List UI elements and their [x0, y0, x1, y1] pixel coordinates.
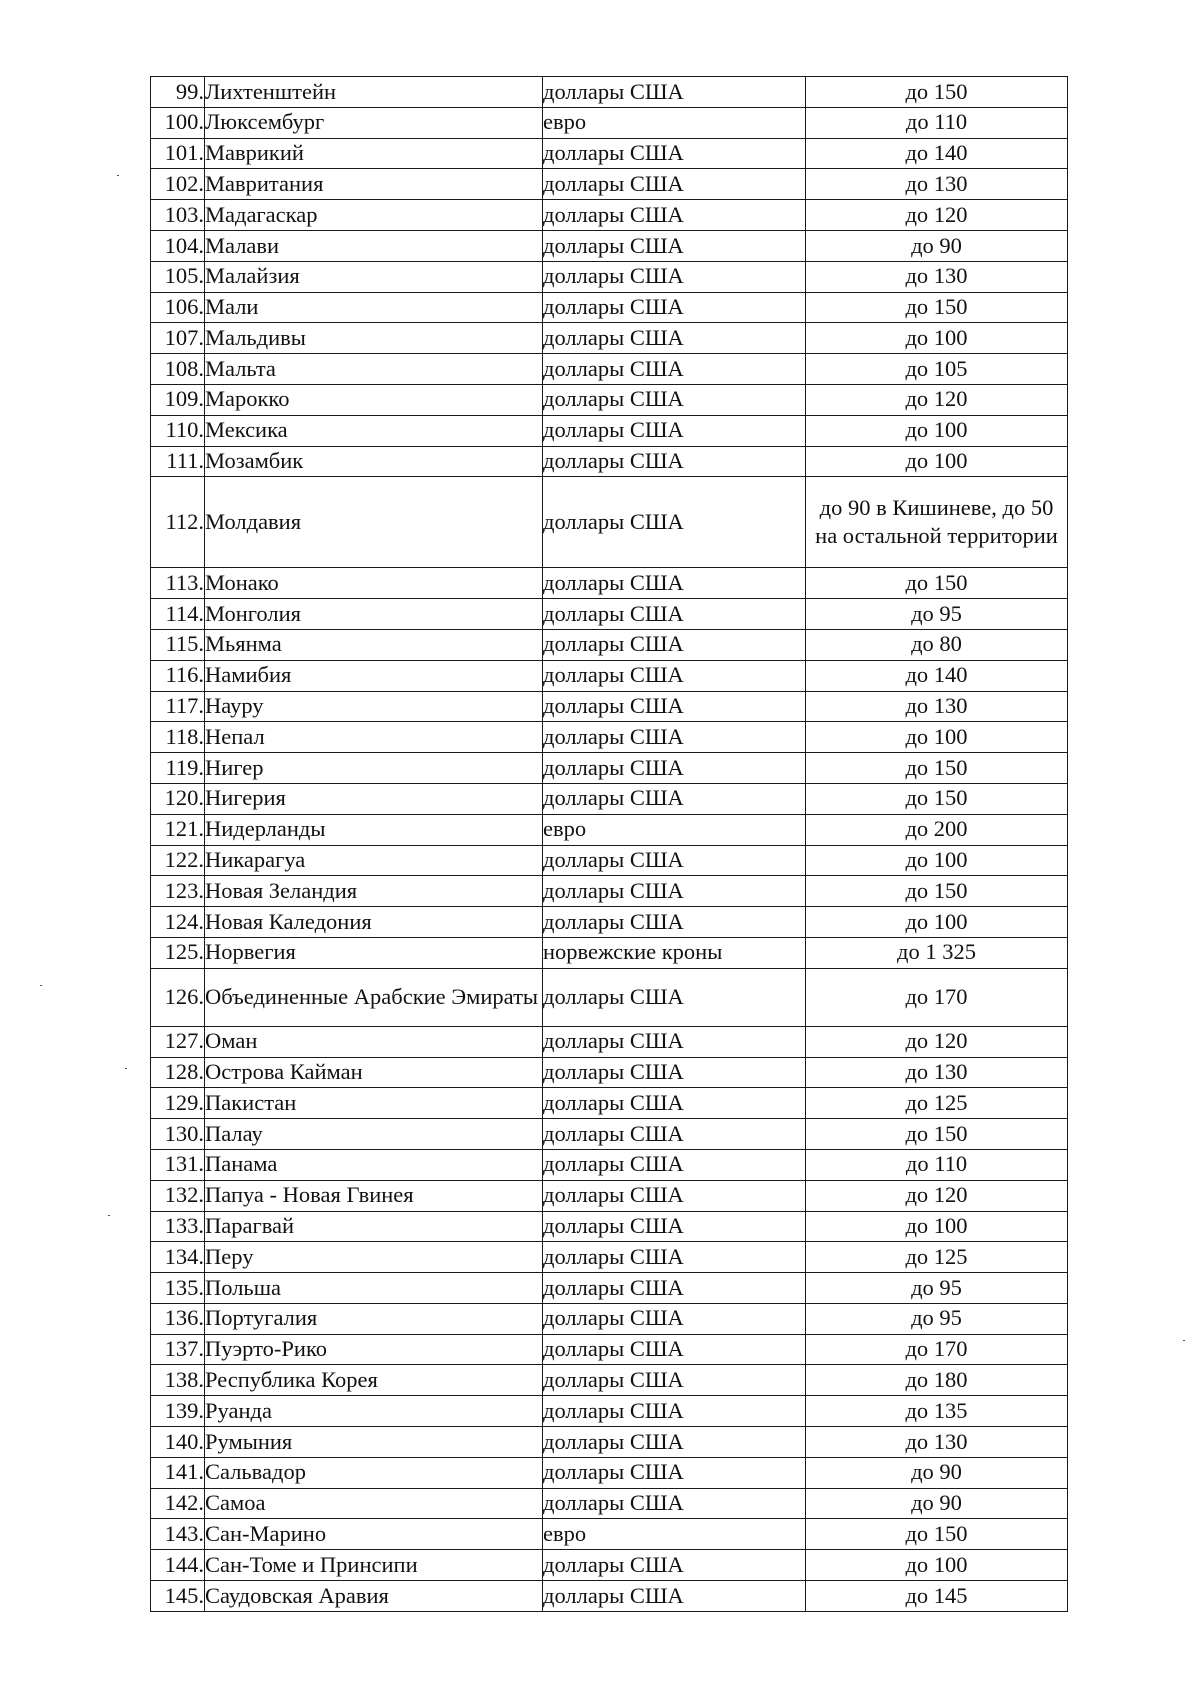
cell-currency: доллары США [543, 77, 806, 108]
cell-currency: доллары США [543, 384, 806, 415]
cell-currency: доллары США [543, 1457, 806, 1488]
cell-currency: доллары США [543, 1211, 806, 1242]
cell-limit: до 80 [806, 629, 1068, 660]
cell-currency: доллары США [543, 1273, 806, 1304]
table-row [151, 384, 1068, 415]
cell-country: Маврикий [205, 138, 543, 169]
table-row [151, 937, 1068, 968]
cell-country: Молдавия [205, 477, 543, 568]
cell-currency: доллары США [543, 1303, 806, 1334]
cell-limit: до 145 [806, 1581, 1068, 1612]
cell-num: 109. [151, 384, 205, 415]
cell-currency: доллары США [543, 1396, 806, 1427]
cell-currency: доллары США [543, 1365, 806, 1396]
table-row [151, 722, 1068, 753]
cell-currency: доллары США [543, 783, 806, 814]
cell-country: Мальдивы [205, 323, 543, 354]
cell-country: Пуэрто-Рико [205, 1334, 543, 1365]
cell-limit: до 120 [806, 384, 1068, 415]
cell-num: 133. [151, 1211, 205, 1242]
cell-country: Монако [205, 568, 543, 599]
table-row [151, 1427, 1068, 1458]
cell-num: 134. [151, 1242, 205, 1273]
cell-num: 145. [151, 1581, 205, 1612]
cell-country: Мьянма [205, 629, 543, 660]
cell-currency: доллары США [543, 477, 806, 568]
cell-country: Португалия [205, 1303, 543, 1334]
cell-num: 100. [151, 107, 205, 138]
cell-limit: до 100 [806, 1550, 1068, 1581]
cell-limit: до 105 [806, 354, 1068, 385]
cell-num: 130. [151, 1119, 205, 1150]
cell-num: 126. [151, 968, 205, 1026]
table-row [151, 292, 1068, 323]
cell-currency: доллары США [543, 660, 806, 691]
cell-num: 142. [151, 1488, 205, 1519]
table-row [151, 1119, 1068, 1150]
cell-country: Острова Кайман [205, 1057, 543, 1088]
cell-currency: доллары США [543, 323, 806, 354]
table-row [151, 323, 1068, 354]
cell-num: 144. [151, 1550, 205, 1581]
cell-limit: до 125 [806, 1088, 1068, 1119]
cell-currency: доллары США [543, 200, 806, 231]
cell-currency: доллары США [543, 230, 806, 261]
cell-num: 136. [151, 1303, 205, 1334]
cell-country: Папуа - Новая Гвинея [205, 1180, 543, 1211]
table-row [151, 691, 1068, 722]
cell-limit: до 135 [806, 1396, 1068, 1427]
table-row [151, 1211, 1068, 1242]
cell-num: 140. [151, 1427, 205, 1458]
table-row [151, 230, 1068, 261]
cell-limit: до 150 [806, 876, 1068, 907]
table-row [151, 1581, 1068, 1612]
cell-country: Румыния [205, 1427, 543, 1458]
table-row [151, 138, 1068, 169]
table-row [151, 1334, 1068, 1365]
cell-num: 108. [151, 354, 205, 385]
table-row [151, 1303, 1068, 1334]
cell-limit: до 100 [806, 446, 1068, 477]
table-row [151, 261, 1068, 292]
cell-limit: до 110 [806, 1149, 1068, 1180]
cell-num: 110. [151, 415, 205, 446]
cell-num: 103. [151, 200, 205, 231]
cell-currency: доллары США [543, 1550, 806, 1581]
cell-country: Непал [205, 722, 543, 753]
cell-country: Мексика [205, 415, 543, 446]
cell-limit: до 150 [806, 292, 1068, 323]
cell-limit: до 100 [806, 907, 1068, 938]
table-row [151, 415, 1068, 446]
table-row [151, 1180, 1068, 1211]
cell-currency: доллары США [543, 1242, 806, 1273]
scan-speck [1183, 1340, 1185, 1341]
scan-speck [125, 1068, 127, 1069]
cell-country: Никарагуа [205, 845, 543, 876]
cell-limit: до 90 [806, 230, 1068, 261]
table-row [151, 1242, 1068, 1273]
norms-table-body [151, 77, 1068, 1612]
cell-num: 105. [151, 261, 205, 292]
cell-limit: до 120 [806, 1026, 1068, 1057]
table-row [151, 354, 1068, 385]
cell-limit: до 130 [806, 169, 1068, 200]
cell-currency: доллары США [543, 415, 806, 446]
cell-limit: до 110 [806, 107, 1068, 138]
cell-num: 112. [151, 477, 205, 568]
cell-limit: до 150 [806, 1519, 1068, 1550]
cell-limit: до 130 [806, 1427, 1068, 1458]
cell-currency: доллары США [543, 1119, 806, 1150]
table-row [151, 1488, 1068, 1519]
cell-currency: доллары США [543, 446, 806, 477]
cell-limit: до 150 [806, 77, 1068, 108]
cell-country: Самоа [205, 1488, 543, 1519]
cell-limit: до 200 [806, 814, 1068, 845]
cell-country: Руанда [205, 1396, 543, 1427]
cell-currency: евро [543, 107, 806, 138]
cell-country: Перу [205, 1242, 543, 1273]
cell-country: Республика Корея [205, 1365, 543, 1396]
cell-num: 117. [151, 691, 205, 722]
cell-num: 123. [151, 876, 205, 907]
cell-num: 99. [151, 77, 205, 108]
cell-limit: до 95 [806, 599, 1068, 630]
cell-currency: доллары США [543, 354, 806, 385]
cell-limit: до 150 [806, 1119, 1068, 1150]
table-row [151, 968, 1068, 1026]
table-row [151, 1365, 1068, 1396]
cell-num: 143. [151, 1519, 205, 1550]
cell-num: 120. [151, 783, 205, 814]
cell-limit: до 100 [806, 845, 1068, 876]
cell-limit: до 150 [806, 568, 1068, 599]
cell-country: Новая Зеландия [205, 876, 543, 907]
cell-num: 128. [151, 1057, 205, 1088]
cell-num: 141. [151, 1457, 205, 1488]
cell-currency: доллары США [543, 876, 806, 907]
table-row [151, 1273, 1068, 1304]
cell-num: 125. [151, 937, 205, 968]
cell-num: 135. [151, 1273, 205, 1304]
cell-country: Намибия [205, 660, 543, 691]
cell-currency: доллары США [543, 138, 806, 169]
table-row [151, 660, 1068, 691]
cell-currency: доллары США [543, 1488, 806, 1519]
cell-country: Новая Каледония [205, 907, 543, 938]
cell-country: Науру [205, 691, 543, 722]
cell-num: 122. [151, 845, 205, 876]
cell-country: Польша [205, 1273, 543, 1304]
cell-limit: до 100 [806, 722, 1068, 753]
table-row [151, 629, 1068, 660]
cell-limit: до 130 [806, 691, 1068, 722]
table-row [151, 1026, 1068, 1057]
cell-num: 137. [151, 1334, 205, 1365]
cell-limit: до 150 [806, 753, 1068, 784]
cell-num: 111. [151, 446, 205, 477]
cell-country: Малави [205, 230, 543, 261]
cell-limit: до 100 [806, 415, 1068, 446]
cell-currency: евро [543, 1519, 806, 1550]
cell-country: Панама [205, 1149, 543, 1180]
cell-currency: доллары США [543, 261, 806, 292]
cell-currency: доллары США [543, 1057, 806, 1088]
cell-country: Парагвай [205, 1211, 543, 1242]
cell-country: Нигер [205, 753, 543, 784]
cell-limit: до 100 [806, 323, 1068, 354]
scan-speck [40, 985, 42, 986]
cell-country: Лихтенштейн [205, 77, 543, 108]
cell-country: Сан-Марино [205, 1519, 543, 1550]
cell-currency: доллары США [543, 1149, 806, 1180]
cell-limit: до 90 [806, 1488, 1068, 1519]
cell-num: 115. [151, 629, 205, 660]
table-row [151, 169, 1068, 200]
cell-num: 132. [151, 1180, 205, 1211]
cell-currency: доллары США [543, 1088, 806, 1119]
cell-num: 124. [151, 907, 205, 938]
cell-currency: доллары США [543, 1026, 806, 1057]
cell-currency: доллары США [543, 169, 806, 200]
table-row [151, 477, 1068, 568]
cell-country: Мали [205, 292, 543, 323]
cell-limit: до 130 [806, 261, 1068, 292]
cell-country: Монголия [205, 599, 543, 630]
cell-limit: до 170 [806, 968, 1068, 1026]
cell-currency: доллары США [543, 1334, 806, 1365]
cell-limit: до 150 [806, 783, 1068, 814]
cell-num: 102. [151, 169, 205, 200]
table-row [151, 753, 1068, 784]
cell-num: 106. [151, 292, 205, 323]
scan-speck [108, 1215, 110, 1216]
cell-country: Палау [205, 1119, 543, 1150]
cell-limit: до 180 [806, 1365, 1068, 1396]
cell-limit: до 90 в Кишиневе, до 50 на остальной территории [806, 477, 1068, 568]
cell-country: Нигерия [205, 783, 543, 814]
cell-country: Сан-Томе и Принсипи [205, 1550, 543, 1581]
cell-limit: до 125 [806, 1242, 1068, 1273]
scan-speck [117, 175, 119, 176]
cell-limit: до 120 [806, 200, 1068, 231]
cell-limit: до 170 [806, 1334, 1068, 1365]
cell-currency: доллары США [543, 907, 806, 938]
cell-num: 138. [151, 1365, 205, 1396]
cell-limit: до 130 [806, 1057, 1068, 1088]
cell-currency: доллары США [543, 599, 806, 630]
cell-limit: до 90 [806, 1457, 1068, 1488]
table-row [151, 1519, 1068, 1550]
cell-currency: евро [543, 814, 806, 845]
cell-currency: доллары США [543, 1581, 806, 1612]
cell-num: 114. [151, 599, 205, 630]
cell-num: 139. [151, 1396, 205, 1427]
cell-limit: до 1 325 [806, 937, 1068, 968]
cell-country: Мозамбик [205, 446, 543, 477]
table-row [151, 200, 1068, 231]
table-row [151, 907, 1068, 938]
table-row [151, 107, 1068, 138]
table-row [151, 77, 1068, 108]
cell-num: 118. [151, 722, 205, 753]
cell-limit: до 95 [806, 1303, 1068, 1334]
cell-limit: до 95 [806, 1273, 1068, 1304]
table-row [151, 1457, 1068, 1488]
cell-num: 129. [151, 1088, 205, 1119]
norms-table [150, 76, 1068, 1612]
table-row [151, 876, 1068, 907]
cell-country: Люксембург [205, 107, 543, 138]
cell-country: Марокко [205, 384, 543, 415]
cell-limit: до 140 [806, 660, 1068, 691]
cell-num: 101. [151, 138, 205, 169]
cell-country: Малайзия [205, 261, 543, 292]
cell-country: Нидерланды [205, 814, 543, 845]
table-row [151, 599, 1068, 630]
cell-num: 104. [151, 230, 205, 261]
cell-num: 113. [151, 568, 205, 599]
table-row [151, 446, 1068, 477]
cell-limit: до 100 [806, 1211, 1068, 1242]
table-row [151, 1088, 1068, 1119]
cell-num: 107. [151, 323, 205, 354]
cell-currency: доллары США [543, 629, 806, 660]
table-row [151, 568, 1068, 599]
cell-country: Объединенные Арабские Эмираты [205, 968, 543, 1026]
cell-currency: доллары США [543, 845, 806, 876]
cell-num: 121. [151, 814, 205, 845]
cell-currency: доллары США [543, 1180, 806, 1211]
cell-num: 119. [151, 753, 205, 784]
cell-country: Сальвадор [205, 1457, 543, 1488]
table-row [151, 845, 1068, 876]
cell-currency: доллары США [543, 691, 806, 722]
cell-country: Мавритания [205, 169, 543, 200]
cell-country: Норвегия [205, 937, 543, 968]
cell-limit: до 140 [806, 138, 1068, 169]
cell-currency: доллары США [543, 292, 806, 323]
table-row [151, 1057, 1068, 1088]
cell-country: Оман [205, 1026, 543, 1057]
cell-country: Мадагаскар [205, 200, 543, 231]
table-row [151, 1149, 1068, 1180]
table-row [151, 814, 1068, 845]
cell-country: Пакистан [205, 1088, 543, 1119]
table-row [151, 1396, 1068, 1427]
cell-currency: доллары США [543, 1427, 806, 1458]
table-row [151, 1550, 1068, 1581]
cell-currency: доллары США [543, 968, 806, 1026]
cell-currency: доллары США [543, 568, 806, 599]
cell-num: 127. [151, 1026, 205, 1057]
cell-currency: норвежские кроны [543, 937, 806, 968]
cell-currency: доллары США [543, 722, 806, 753]
cell-limit: до 120 [806, 1180, 1068, 1211]
cell-num: 116. [151, 660, 205, 691]
table-row [151, 783, 1068, 814]
cell-country: Мальта [205, 354, 543, 385]
cell-country: Саудовская Аравия [205, 1581, 543, 1612]
cell-num: 131. [151, 1149, 205, 1180]
cell-currency: доллары США [543, 753, 806, 784]
